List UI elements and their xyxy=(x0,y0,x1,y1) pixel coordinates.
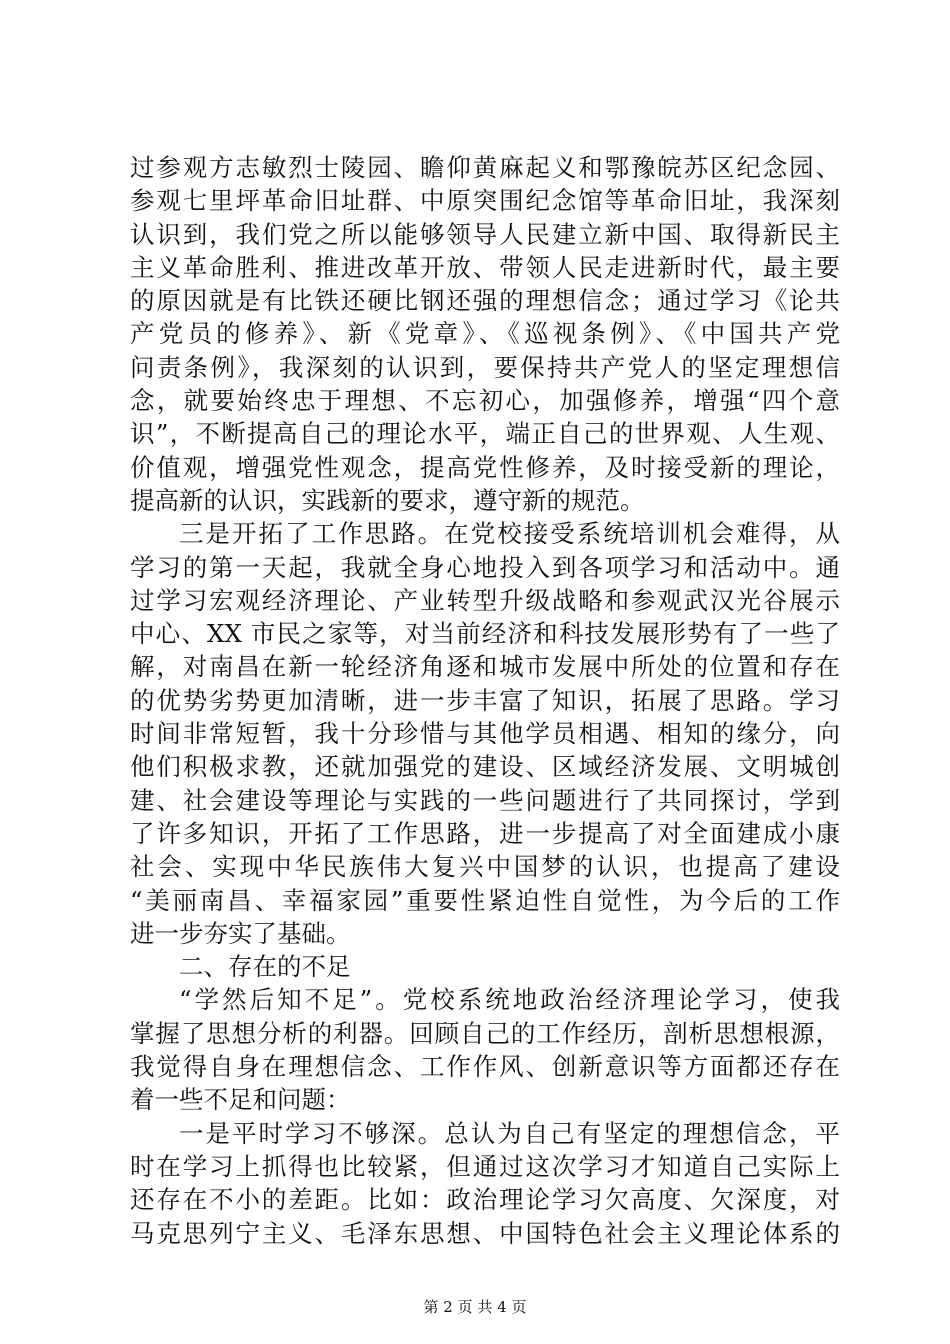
text-line: 过学习宏观经济理论、产业转型升级战略和参观武汉光谷展示 xyxy=(130,585,840,615)
text-line: 的优势劣势更加清晰，进一步丰富了知识，拓展了思路。学习 xyxy=(130,685,840,715)
document-body xyxy=(130,151,840,1250)
text-line: 提高新的认识，实践新的要求，遵守新的规范。 xyxy=(130,485,645,515)
text-line: 我觉得自身在理想信念、工作作风、创新意识等方面都还存在 xyxy=(130,1052,840,1082)
text-line: 社会、实现中华民族伟大复兴中国梦的认识，也提高了建设 xyxy=(130,852,840,882)
text-line: 了许多知识，开拓了工作思路，进一步提高了对全面建成小康 xyxy=(130,818,840,848)
text-line: 识”，不断提高自己的理论水平，端正自己的世界观、人生观、 xyxy=(130,419,840,449)
text-line: 三是开拓了工作思路。在党校接受系统培训机会难得，从 xyxy=(179,519,840,549)
text-line: 掌握了思想分析的利器。回顾自己的工作经历，剖析思想根源， xyxy=(130,1018,840,1048)
text-line: 认识到，我们党之所以能够领导人民建立新中国、取得新民主 xyxy=(130,219,840,249)
text-line: 主义革命胜利、推进改革开放、带领人民走进新时代，最主要 xyxy=(130,252,840,282)
text-line: 的原因就是有比铁还硬比钢还强的理想信念；通过学习《论共 xyxy=(130,286,840,316)
text-line: 解，对南昌在新一轮经济角逐和城市发展中所处的位置和存在 xyxy=(130,652,840,682)
text-line: 学习的第一天起，我就全身心地投入到各项学习和活动中。通 xyxy=(130,552,840,582)
text-line: 马克思列宁主义、毛泽东思想、中国特色社会主义理论体系的 xyxy=(130,1218,840,1248)
text-line: 着一些不足和问题： xyxy=(130,1085,351,1115)
text-line: 还存在不小的差距。比如：政治理论学习欠高度、欠深度，对 xyxy=(130,1185,840,1215)
text-line: 二、存在的不足 xyxy=(179,952,351,982)
text-line: 价值观，增强党性观念，提高党性修养，及时接受新的理论， xyxy=(130,452,840,482)
text-line: “学然后知不足”。党校系统地政治经济理论学习，使我 xyxy=(179,985,840,1015)
text-line: 产党员的修养》、新《党章》、《巡视条例》、《中国共产党 xyxy=(130,319,840,349)
text-line: 参观七里坪革命旧址群、中原突围纪念馆等革命旧址，我深刻 xyxy=(130,186,840,216)
text-line: 问责条例》，我深刻的认识到，要保持共产党人的坚定理想信 xyxy=(130,352,840,382)
page-footer: 第 2 页 共 4 页 xyxy=(423,1298,527,1316)
text-line: 念，就要始终忠于理想、不忘初心，加强修养，增强“四个意 xyxy=(130,386,840,416)
text-line: 中心、XX 市民之家等，对当前经济和科技发展形势有了一些了 xyxy=(130,619,840,649)
text-line: 过参观方志敏烈士陵园、瞻仰黄麻起义和鄂豫皖苏区纪念园、 xyxy=(130,153,840,182)
text-line: 进一步夯实了基础。 xyxy=(130,918,351,948)
text-line: 建、社会建设等理论与实践的一些问题进行了共同探讨，学到 xyxy=(130,785,840,815)
text-line: “美丽南昌、幸福家园”重要性紧迫性自觉性，为今后的工作 xyxy=(130,885,840,915)
text-line: 时间非常短暂，我十分珍惜与其他学员相遇、相知的缘分，向 xyxy=(130,719,840,749)
text-line: 一是平时学习不够深。总认为自己有坚定的理想信念，平 xyxy=(179,1118,840,1148)
text-line: 时在学习上抓得也比较紧，但通过这次学习才知道自己实际上 xyxy=(130,1151,840,1181)
text-line: 他们积极求教，还就加强党的建设、区域经济发展、文明城创 xyxy=(130,752,840,782)
